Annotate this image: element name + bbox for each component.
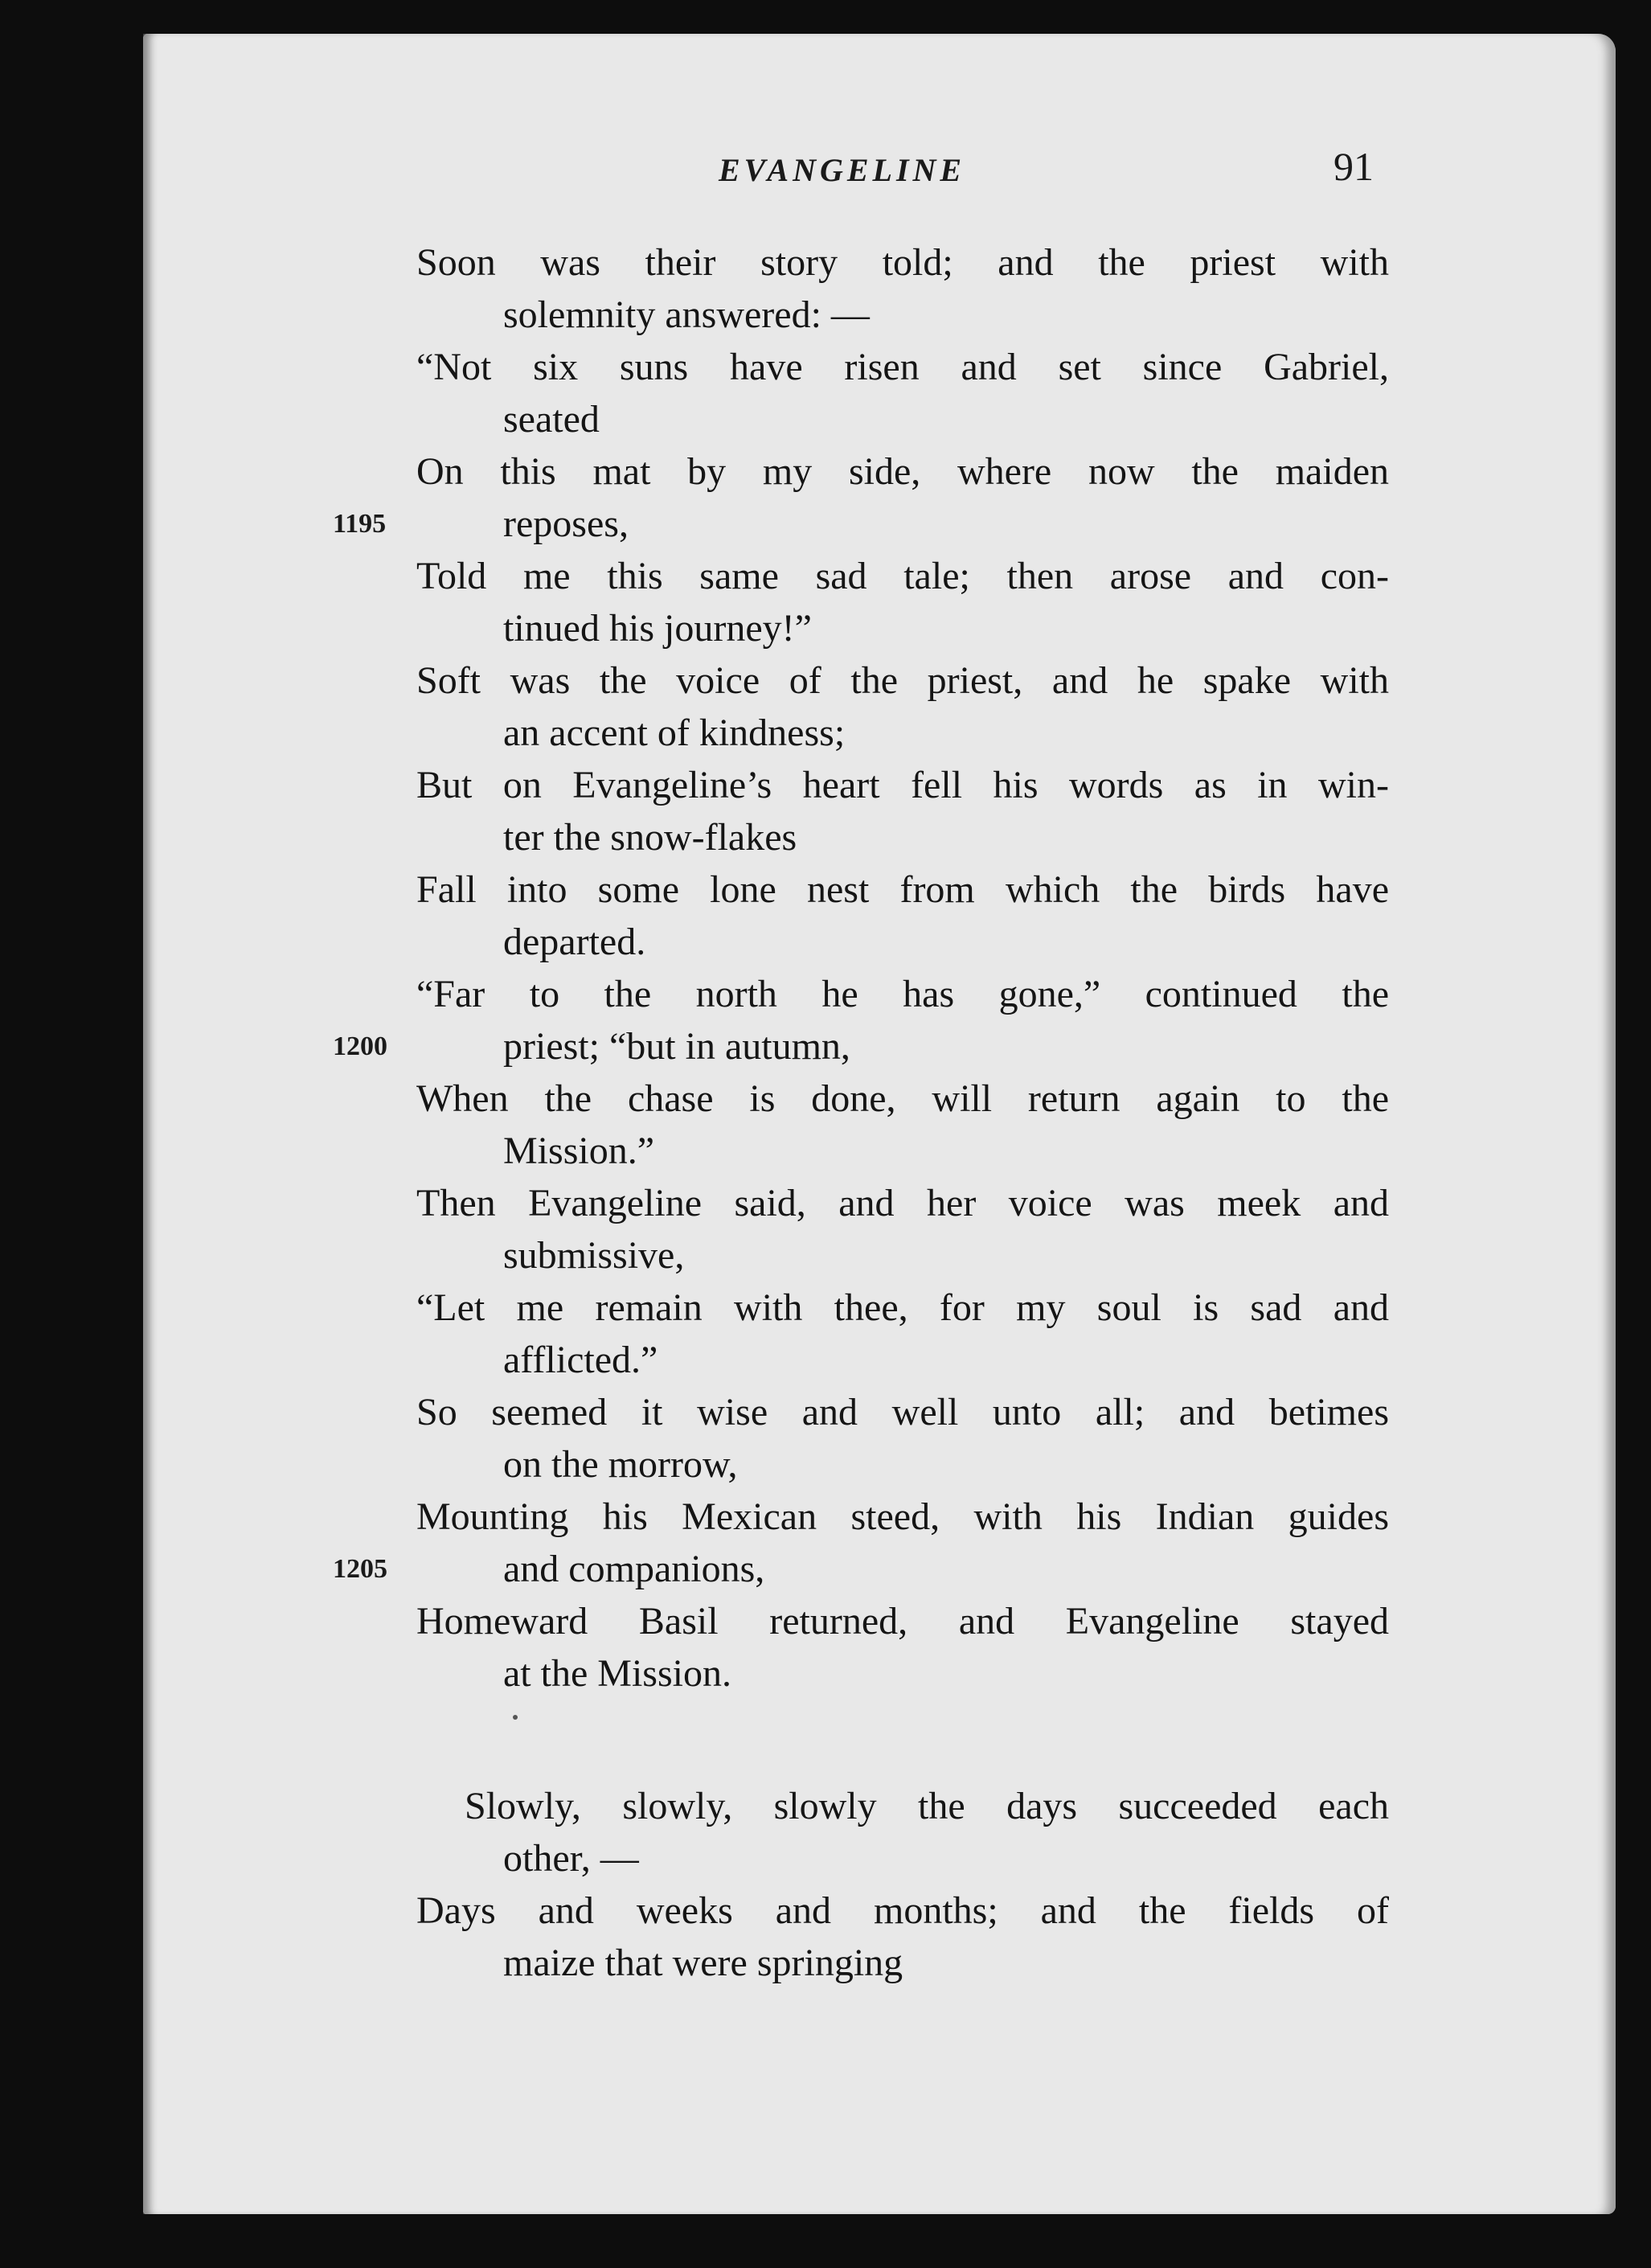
poem-line: Slowly, slowly, slowly the days succeeded each	[465, 1785, 1389, 1827]
poem-line: 1200 priest; “but in autumn,	[416, 1020, 1389, 1072]
paper-speck	[513, 1715, 518, 1720]
poem-line: 1205 and companions,	[416, 1543, 1389, 1595]
poem-line: Days and weeks and months; and the fields of	[416, 1889, 1389, 1932]
poem-line: at the Mission.	[503, 1652, 731, 1695]
poem-line: departed.	[503, 921, 646, 963]
poem-line: Then Evangeline said, and her voice was meek and	[416, 1182, 1389, 1224]
poem-line: Mission.”	[503, 1130, 655, 1172]
poem-line: Mounting his Mexican steed, with his Indian guides	[416, 1495, 1389, 1538]
running-title: EVANGELINE	[719, 152, 966, 188]
poem-line: seated	[503, 398, 600, 441]
page-number: 91	[1334, 144, 1374, 189]
poem-line: Fall into some lone nest from which the birds have	[416, 868, 1389, 911]
poem-line: But on Evangeline’s heart fell his words as in win-	[416, 764, 1389, 806]
poem-line: ter the snow-flakes	[503, 816, 797, 859]
poem-line: Soon was their story told; and the priest with	[416, 241, 1389, 284]
page-header	[0, 137, 1651, 201]
poem-line: Told me this same sad tale; then arose and con-	[416, 555, 1389, 597]
poem-line: other, —	[503, 1837, 639, 1880]
poem-line: “Not six suns have risen and set since Gabriel,	[416, 346, 1389, 388]
poem-line: “Far to the north he has gone,” continued the	[416, 973, 1389, 1015]
poem-line: maize that were springing	[503, 1942, 903, 1984]
line-number: 1205	[333, 1554, 387, 1584]
poem-line: submissive,	[503, 1234, 685, 1277]
poem-line: afflicted.”	[503, 1339, 658, 1381]
poem-line: solemnity answered: —	[503, 293, 870, 336]
poem-line: Homeward Basil returned, and Evangeline stayed	[416, 1600, 1389, 1643]
poem-line: on the morrow,	[503, 1443, 738, 1486]
line-number: 1200	[333, 1031, 387, 1061]
poem-line: “Let me remain with thee, for my soul is sad and	[416, 1286, 1389, 1329]
poem-line: an accent of kindness;	[503, 712, 846, 754]
poem-line: tinued his journey!”	[503, 607, 812, 650]
poem-line: On this mat by my side, where now the maiden	[416, 450, 1389, 493]
poem-line: Soft was the voice of the priest, and he spake with	[416, 659, 1389, 702]
poem-text	[333, 236, 1389, 1989]
poem-line: 1195 reposes,	[416, 498, 1389, 550]
poem-line: When the chase is done, will return again to the	[416, 1077, 1389, 1120]
line-number: 1195	[333, 509, 387, 539]
poem-line: So seemed it wise and well unto all; and betimes	[416, 1391, 1389, 1433]
